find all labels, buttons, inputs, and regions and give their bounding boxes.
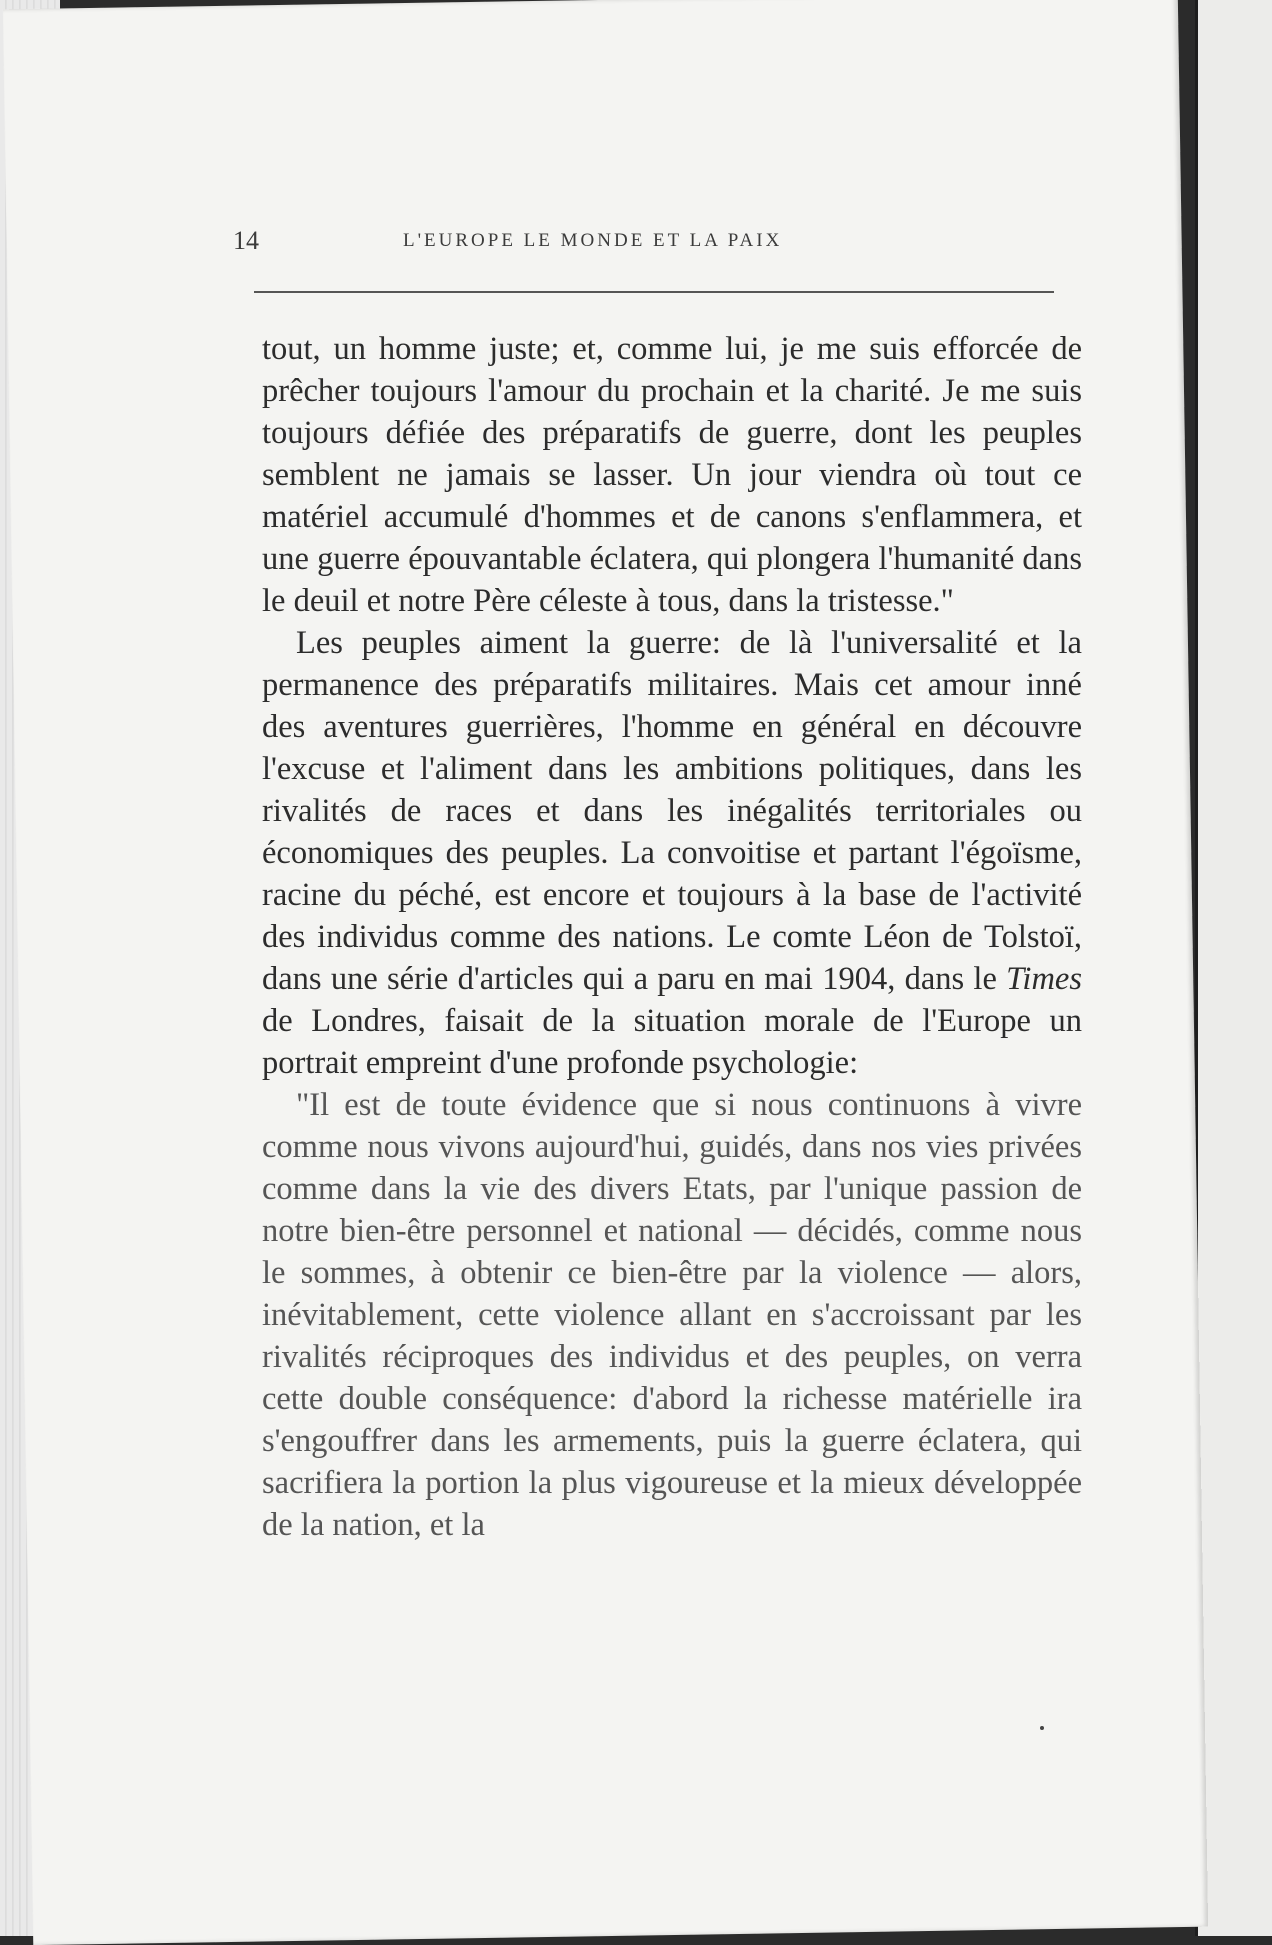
times-italic: Times	[1006, 961, 1082, 997]
body-text	[262, 328, 1082, 1546]
facing-page-edge	[1195, 0, 1272, 1936]
paragraph-2-end: de Londres, faisait de la situation morale de l'Europe un portrait empreint d'une profonde psychologie:	[262, 1003, 1082, 1081]
ink-dot	[1040, 1726, 1044, 1730]
running-title: L'EUROPE LE MONDE ET LA PAIX	[403, 230, 783, 251]
paragraph-2-text: Les peuples aiment la guerre: de là l'universalité et la permanence des préparatifs militaires. Mais cet amour inné des aventures guerrières, l'homme en général en découvre l'excuse et l'aliment dans les ambitions politiques, dans les rivalités de races et dans les inégalités territoriales ou économiques des peuples. La convoitise et partant l'égoïsme, racine du péché, est encore et toujours à la base de l'activité des individus comme des nations. Le comte Léon de Tolstoï, dans une série d'articles qui a paru en mai 1904, dans le	[262, 625, 1082, 997]
paragraph-3-quote: "Il est de toute évidence que si nous continuons à vivre comme nous vivons aujourd'hui, guidés, dans nos vies privées comme dans la vie des divers Etats, par l'unique passion de notre bien-être personnel et national — décidés, comme nous le sommes, à obtenir ce bien-être par la violence — alors, inévitablement, cette violence allant en s'accroissant par les rivalités réciproques des individus et des peuples, on verra cette double conséquence: d'abord la richesse matérielle ira s'engouffrer dans les armements, puis la guerre éclatera, qui sacrifiera la portion la plus vigoureuse et la mieux développée de la nation, et la	[262, 1087, 1082, 1543]
header-rule	[254, 291, 1054, 293]
page-number: 14	[233, 226, 259, 255]
paragraph-2	[262, 622, 1082, 1084]
page-header	[233, 226, 1073, 266]
paragraph-1: tout, un homme juste; et, comme lui, je me suis efforcée de prêcher toujours l'amour du prochain et la charité. Je me suis toujours défiée des préparatifs de guerre, dont les peuples semblent ne jamais se lasser. Un jour viendra où tout ce matériel accumulé d'hommes et de canons s'enflammera, et une guerre épouvantable éclatera, qui plongera l'humanité dans le deuil et notre Père céleste à tous, dans la tristesse."	[262, 331, 1082, 619]
